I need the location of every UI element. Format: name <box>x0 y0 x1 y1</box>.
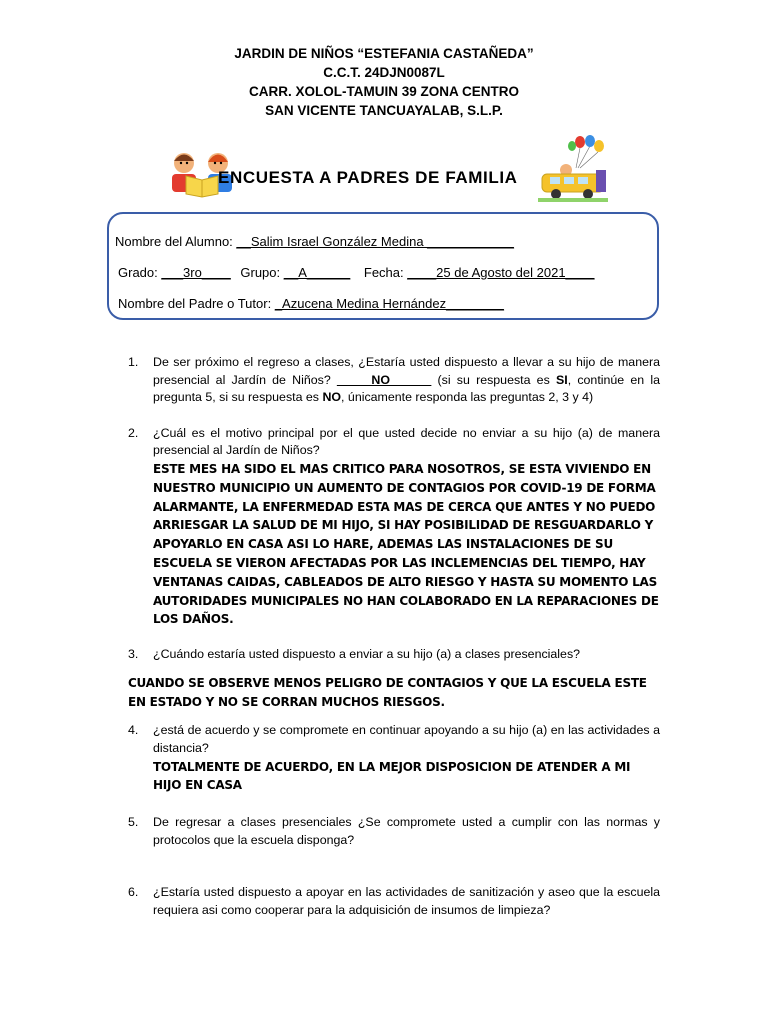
question-6 <box>128 884 660 919</box>
question-3 <box>128 646 660 664</box>
grade-label: Grado: <box>118 265 162 280</box>
answer-text-q3[interactable]: CUANDO SE OBSERVE MENOS PELIGRO DE CONTAGIOS Y QUE LA ESCUELA ESTE EN ESTADO Y NO SE CORRAN MUCHOS RIESGOS. <box>128 675 647 709</box>
grade-group-date-line <box>118 265 594 280</box>
question-text-d: , únicamente responda las preguntas 2, 3 y 4) <box>341 390 594 405</box>
student-name-field[interactable]: __Salim Israel González Medina ____________ <box>236 234 514 249</box>
questions-list <box>128 354 660 919</box>
parent-name-field[interactable]: _Azucena Medina Hernández________ <box>274 296 504 311</box>
question-number: 6. <box>128 885 139 900</box>
answer-text[interactable]: TOTALMENTE DE ACUERDO, EN LA MEJOR DISPOSICION DE ATENDER A MI HIJO EN CASA <box>153 759 631 793</box>
question-text: ¿Cuál es el motivo principal por el que usted decide no enviar a su hijo (a) de manera presencial al Jardín de Niños? <box>153 425 660 458</box>
question-text: ¿Estaría usted dispuesto a apoyar en las actividades de sanitización y aseo que la escuela requiera asi como cooperar para la adquisición de insumos de limpieza? <box>153 885 660 917</box>
date-field[interactable]: ____25 de Agosto del 2021____ <box>407 265 595 280</box>
student-name-label: Nombre del Alumno: <box>115 234 237 249</box>
question-1 <box>128 354 660 407</box>
question-text: De ser próximo el regreso a clases, ¿Estaría usted dispuesto a llevar a su hijo de manera presencial al Jardín de Niños? <box>153 355 660 387</box>
student-name-line <box>115 234 514 249</box>
parent-name-label: Nombre del Padre o Tutor: <box>118 296 275 311</box>
date-label: Fecha: <box>363 265 408 280</box>
grade-field[interactable]: ___3ro____ <box>161 265 231 280</box>
answer-text[interactable]: ESTE MES HA SIDO EL MAS CRITICO PARA NOSOTROS, SE ESTA VIVIENDO EN NUESTRO MUNICIPIO UN AUMENTO DE CONTAGIOS POR COVID-19 DE FORMA ALARMANTE, LA ENFERMEDAD ESTA MAS DE CERCA QUE ANTES Y NO PUEDO ARRIESGAR LA SALUD DE MI HIJO, SI HAY POSIBILIDAD DE RESGUARDARLO Y APOYARLO EN CASA ASI LO HARE, ADEMAS LAS INSTALACIONES DE SU ESCUELA SE VIERON AFECTADAS POR LAS INCLEMENCIAS DEL TIEMPO, HAY VENTANAS CAIDAS, CABLEADOS DE ALTO RIESGO Y HASTA SU MOMENTO LAS AUTORIDADES MUNICIPALES NO HAN COLABORADO EN LA REPARACIONES DE LOS DAÑOS. <box>153 461 659 627</box>
si-text: SI <box>555 372 568 387</box>
question-text-c: , continúe en la pregunta 5, si su respuesta es <box>153 372 661 405</box>
student-info-box <box>107 212 659 320</box>
question-text-b: (si su respuesta es <box>431 372 556 387</box>
question-number: 1. <box>128 355 139 369</box>
question-text: ¿está de acuerdo y se compromete en continuar apoyando a su hijo (a) en las actividades a distancia? <box>153 723 660 755</box>
title-row <box>0 130 768 210</box>
school-name: JARDIN DE NIÑOS “ESTEFANIA CASTAÑEDA” <box>234 46 534 61</box>
question-number: 4. <box>128 723 139 738</box>
question-number: 2. <box>128 425 139 440</box>
school-header <box>0 44 768 120</box>
group-field[interactable]: __A______ <box>283 265 351 280</box>
question-number: 5. <box>128 815 139 830</box>
survey-title: ENCUESTA A PADRES DE FAMILIA <box>218 168 518 187</box>
question-2 <box>128 425 660 629</box>
question-5 <box>128 814 660 849</box>
question-number: 3. <box>128 647 139 662</box>
school-address: CARR. XOLOL-TAMUIN 39 ZONA CENTRO <box>249 84 519 99</box>
school-bus-balloons-illustration <box>536 134 612 204</box>
answer-inline[interactable]: _____NO______ <box>336 372 432 387</box>
no-text: NO <box>322 390 342 405</box>
question-4 <box>128 722 660 795</box>
school-cct: C.C.T. 24DJN0087L <box>323 65 445 80</box>
group-label: Grupo: <box>240 265 284 280</box>
question-text: De regresar a clases presenciales ¿Se compromete usted a cumplir con las normas y protocolos que la escuela disponga? <box>153 815 660 847</box>
question-text: ¿Cuándo estaría usted dispuesto a enviar a su hijo (a) a clases presenciales? <box>153 647 581 662</box>
parent-name-line <box>118 296 504 311</box>
school-city: SAN VICENTE TANCUAYALAB, S.L.P. <box>265 103 503 118</box>
